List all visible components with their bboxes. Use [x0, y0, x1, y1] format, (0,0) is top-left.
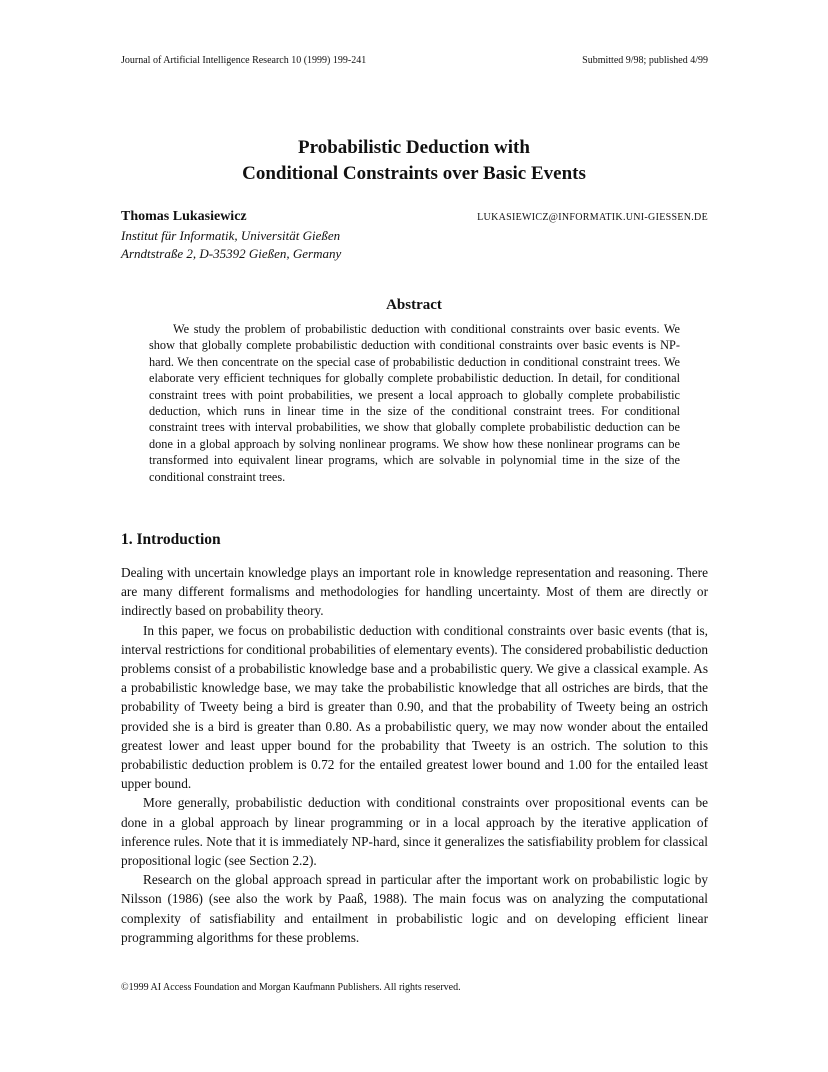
author-email: LUKASIEWICZ@INFORMATIK.UNI-GIESSEN.DE [477, 212, 708, 223]
running-head [121, 55, 708, 66]
paper-title [0, 135, 828, 187]
author-block [121, 208, 708, 263]
author-affiliation-line-1: Institut für Informatik, Universität Gießen [121, 228, 341, 243]
author-row [121, 208, 708, 227]
title-line-2: Conditional Constraints over Basic Events [242, 163, 586, 184]
author-name: Thomas Lukasiewicz [121, 209, 247, 224]
paragraph: In this paper, we focus on probabilistic deduction with conditional constraints over basic events (that is, interval restrictions for conditional probabilities of elementary events). The considered probabilistic deduction problems consist of a probabilistic knowledge base and a probabilistic query. We give a classical example. As a probabilistic knowledge base, we may take the probabilistic knowledge that all ostriches are birds, that the probability of Tweety being a bird is greater than 0.90, and that the probability of Tweety being an ostrich provided she is a bird is greater than 0.80. As a probabilistic query, we may now wonder about the entailed greatest lower and least upper bound for the probability that Tweety is an ostrich. The solution to this probabilistic deduction problem is 0.72 for the entailed greatest lower bound and 1.00 for the entailed least upper bound. [121, 622, 708, 792]
abstract-heading: Abstract [386, 297, 442, 313]
author-affiliation-line-2: Arndtstraße 2, D-35392 Gießen, Germany [121, 246, 342, 261]
section-heading: 1. Introduction [121, 531, 221, 548]
paragraph: Research on the global approach spread in particular after the important work on probabilistic logic by Nilsson (1986) (see also the work by Paaß, 1988). The main focus was on analyzing the computational complexity of satisfiability and entailment in probabilistic logic and on developing efficient linear programming algorithms for these problems. [121, 872, 708, 945]
copyright-footer: ©1999 AI Access Foundation and Morgan Kaufmann Publishers. All rights reserved. [121, 982, 461, 993]
title-line-1: Probabilistic Deduction with [298, 137, 530, 158]
journal-citation: Journal of Artificial Intelligence Research 10 (1999) 199-241 [121, 55, 367, 66]
abstract-text: We study the problem of probabilistic deduction with conditional constraints over basic events. We show that globally complete probabilistic deduction with conditional constraints over basic events is NP-hard. We then concentrate on the special case of probabilistic deduction in conditional constraint trees. We elaborate very efficient techniques for globally complete probabilistic deduction. In detail, for conditional constraint trees with point probabilities, we present a local approach to globally complete probabilistic deduction, which runs in linear time in the size of the conditional constraint trees. For conditional constraint trees with interval probabilities, we show that globally complete probabilistic deduction can be done in a global approach by solving nonlinear programs. We show how these nonlinear programs can be transformed into equivalent linear programs, which are solvable in polynomial time in the size of the conditional constraint trees. [149, 322, 680, 484]
paragraph: Dealing with uncertain knowledge plays an important role in knowledge representation and reasoning. There are many different formalisms and methodologies for handling uncertainty. Most of them are directly or indirectly based on probability theory. [121, 565, 708, 619]
section-body [121, 563, 708, 947]
paragraph: More generally, probabilistic deduction with conditional constraints over propositional events can be done in a global approach by linear programming or in a local approach by the iterative application of inference rules. Note that it is immediately NP-hard, since it generalizes the satisfiability problem for classical propositional logic (see Section 2.2). [121, 795, 708, 869]
submission-dates: Submitted 9/98; published 4/99 [582, 55, 708, 66]
